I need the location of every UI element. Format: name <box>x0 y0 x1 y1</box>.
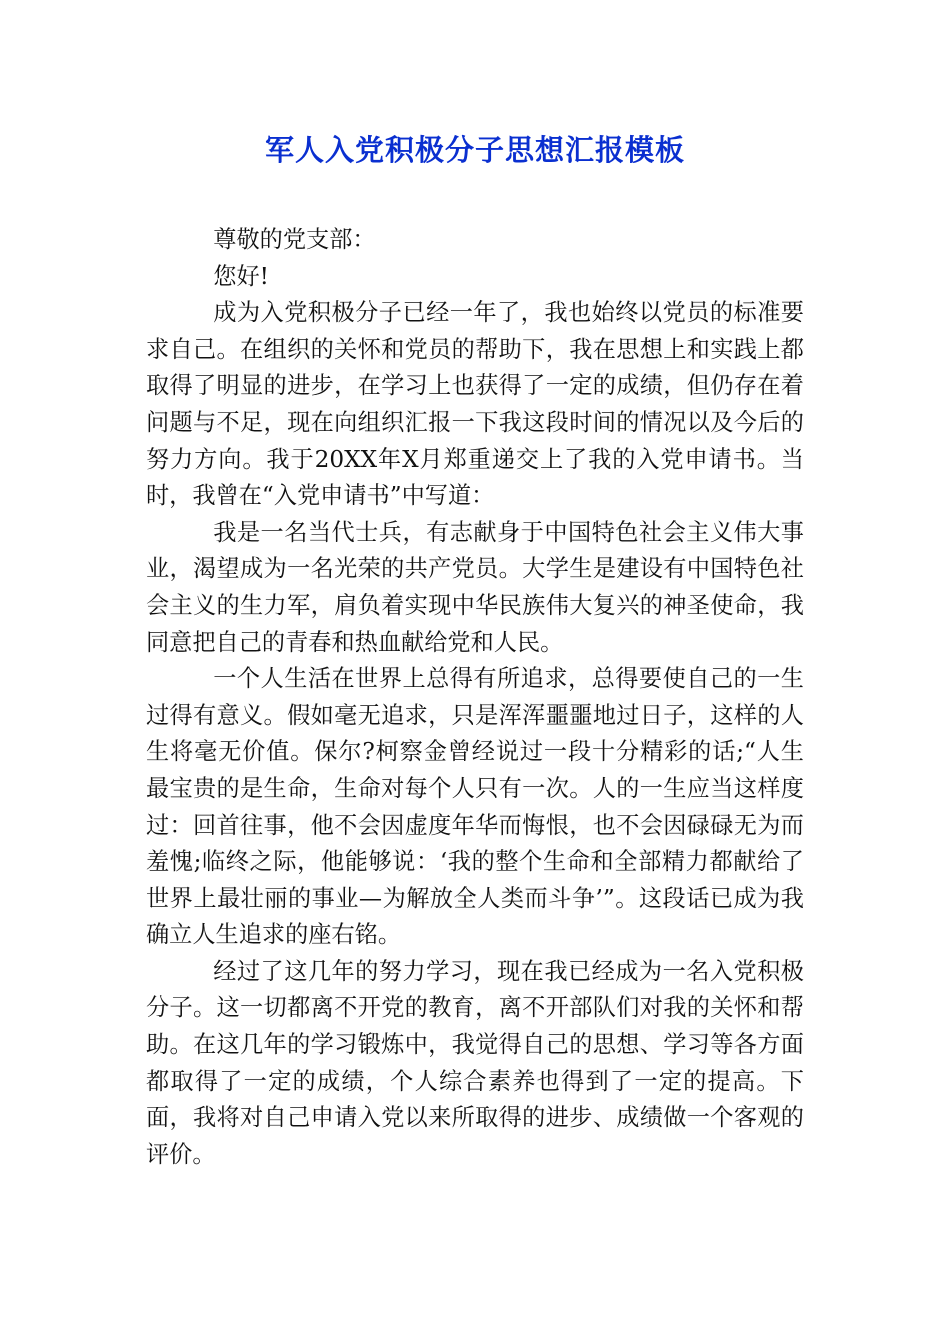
salutation: 尊敬的党支部： <box>213 226 376 253</box>
paragraph-3: 一个人生活在世界上总得有所追求，总得要使自己的一生过得有意义。假如毫无追求，只是浑浑噩噩地过日子，这样的人生将毫无价值。保尔?柯察金曾经说过一段十分精彩的话;“人生最宝贵的是生命，生命对每个人只有一次。人的一生应当这样度过：回首往事，他不会因虚度年华而悔恨，也不会因碌碌无为而羞愧;临终之际，他能够说：‘我的整个生命和全部精力都献给了世界上最壮丽的事业—为解放全人类而斗争’”。这段话已成为我确立人生追求的座右铭。 <box>146 665 804 949</box>
document-title: 军人入党积极分子思想汇报模板 <box>264 133 685 167</box>
paragraph-4: 经过了这几年的努力学习，现在我已经成为一名入党积极分子。这一切都离不开党的教育，离不开部队们对我的关怀和帮助。在这几年的学习锻炼中，我觉得自己的思想、学习等各方面都取得了一定的成绩，个人综合素养也得到了一定的提高。下面，我将对自己申请入党以来所取得的进步、成绩做一个客观的评价。 <box>146 957 804 1168</box>
paragraph-2: 我是一名当代士兵，有志献身于中国特色社会主义伟大事业，渴望成为一名光荣的共产党员。大学生是建设有中国特色社会主义的生力军，肩负着实现中华民族伟大复兴的神圣使命，我同意把自己的青春和热血献给党和人民。 <box>146 518 804 656</box>
document-body <box>146 222 804 1173</box>
greeting: 您好! <box>213 262 269 290</box>
paragraph-1: 成为入党积极分子已经一年了，我也始终以党员的标准要求自己。在组织的关怀和党员的帮助下，我在思想上和实践上都取得了明显的进步，在学习上也获得了一定的成绩，但仍存在着问题与不足，现在向组织汇报一下我这段时间的情况以及今后的努力方向。我于20XX年X月郑重递交上了我的入党申请书。当时，我曾在“入党申请书”中写道： <box>146 299 804 510</box>
